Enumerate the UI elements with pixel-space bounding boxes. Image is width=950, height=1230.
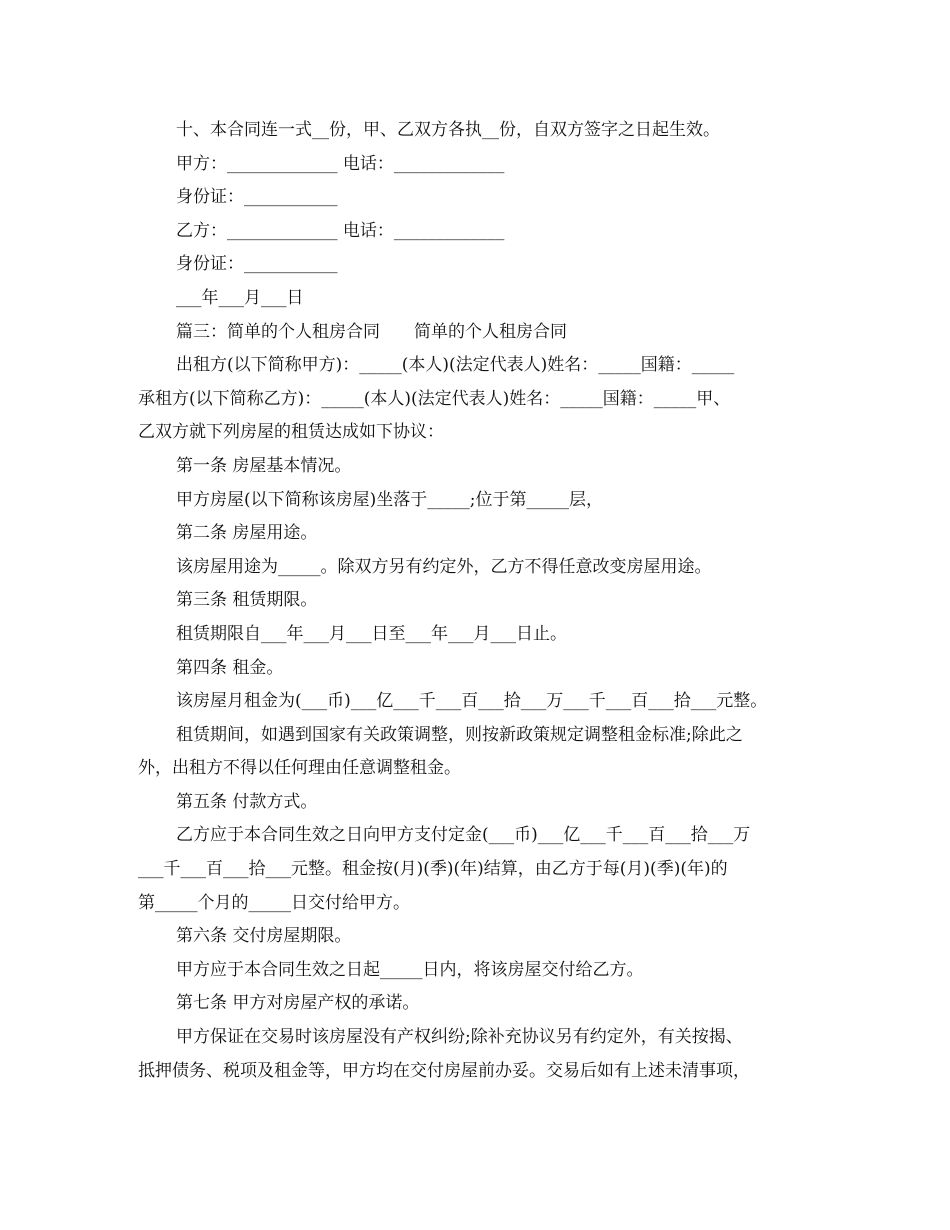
article-five-heading: 第五条 付款方式。 <box>176 791 318 812</box>
document-body <box>138 114 828 1088</box>
article-five-text: 乙方应于本合同生效之日向甲方支付定金(___币)___亿___千___百___拾___万 <box>176 825 751 846</box>
article-three-text: 租赁期限自___年___月___日至___年___月___日止。 <box>176 623 567 644</box>
article-seven-text: 甲方保证在交易时该房屋没有产权纠纷;除补充协议另有约定外，有关按揭、 <box>176 1027 743 1048</box>
clause-ten-line: 十、本合同连一式__份，甲、乙双方各执__份，自双方签字之日起生效。 <box>176 120 720 140</box>
article-one-heading: 第一条 房屋基本情况。 <box>176 455 352 476</box>
party-b-id-line: 身份证：___________ <box>176 254 338 275</box>
party-a-id-line: 身份证：___________ <box>176 187 338 208</box>
party-a-phone-line: 甲方：_____________ 电话：_____________ <box>176 153 505 174</box>
article-two-heading: 第二条 房屋用途。 <box>176 523 318 544</box>
article-four-heading: 第四条 租金。 <box>176 657 284 678</box>
agreement-intro-line: 乙双方就下列房屋的租赁达成如下协议： <box>138 422 444 443</box>
article-three-heading: 第三条 租赁期限。 <box>176 590 318 611</box>
article-seven-text-2: 抵押债务、税项及租金等，甲方均在交付房屋前办妥。交易后如有上述未清事项， <box>138 1060 750 1081</box>
date-line: ___年___月___日 <box>176 287 304 308</box>
section-heading: 篇三：简单的个人租房合同 简单的个人租房合同 <box>176 321 567 342</box>
article-six-text: 甲方应于本合同生效之日起_____日内，将该房屋交付给乙方。 <box>176 959 644 980</box>
article-one-text: 甲方房屋(以下简称该房屋)坐落于_____;位于第_____层， <box>176 489 603 510</box>
article-four-text-2: 租赁期间，如遇到国家有关政策调整，则按新政策规定调整租金标准;除此之 <box>176 724 743 745</box>
party-b-phone-line: 乙方：_____________ 电话：_____________ <box>176 220 505 241</box>
article-seven-heading: 第七条 甲方对房屋产权的承诺。 <box>176 993 420 1014</box>
article-two-text: 该房屋用途为_____。除双方另有约定外，乙方不得任意改变房屋用途。 <box>176 556 712 577</box>
article-five-text-2: ___千___百___拾___元整。租金按(月)(季)(年)结算，由乙方于每(月)(季)(年)的 <box>138 859 728 880</box>
article-four-text: 该房屋月租金为(___币)___亿___千___百___拾___万___千___百___拾___元整。 <box>176 691 768 712</box>
lessee-line: 承租方(以下简称乙方)：_____(本人)(法定代表人)姓名：_____国籍：_____甲、 <box>138 388 731 409</box>
lessor-line: 出租方(以下简称甲方)：_____(本人)(法定代表人)姓名：_____国籍：_____ <box>176 355 735 376</box>
article-four-text-3: 外，出租方不得以任何理由任意调整租金。 <box>138 758 461 779</box>
article-six-heading: 第六条 交付房屋期限。 <box>176 926 352 947</box>
article-five-text-3: 第_____个月的_____日交付给甲方。 <box>138 892 410 913</box>
